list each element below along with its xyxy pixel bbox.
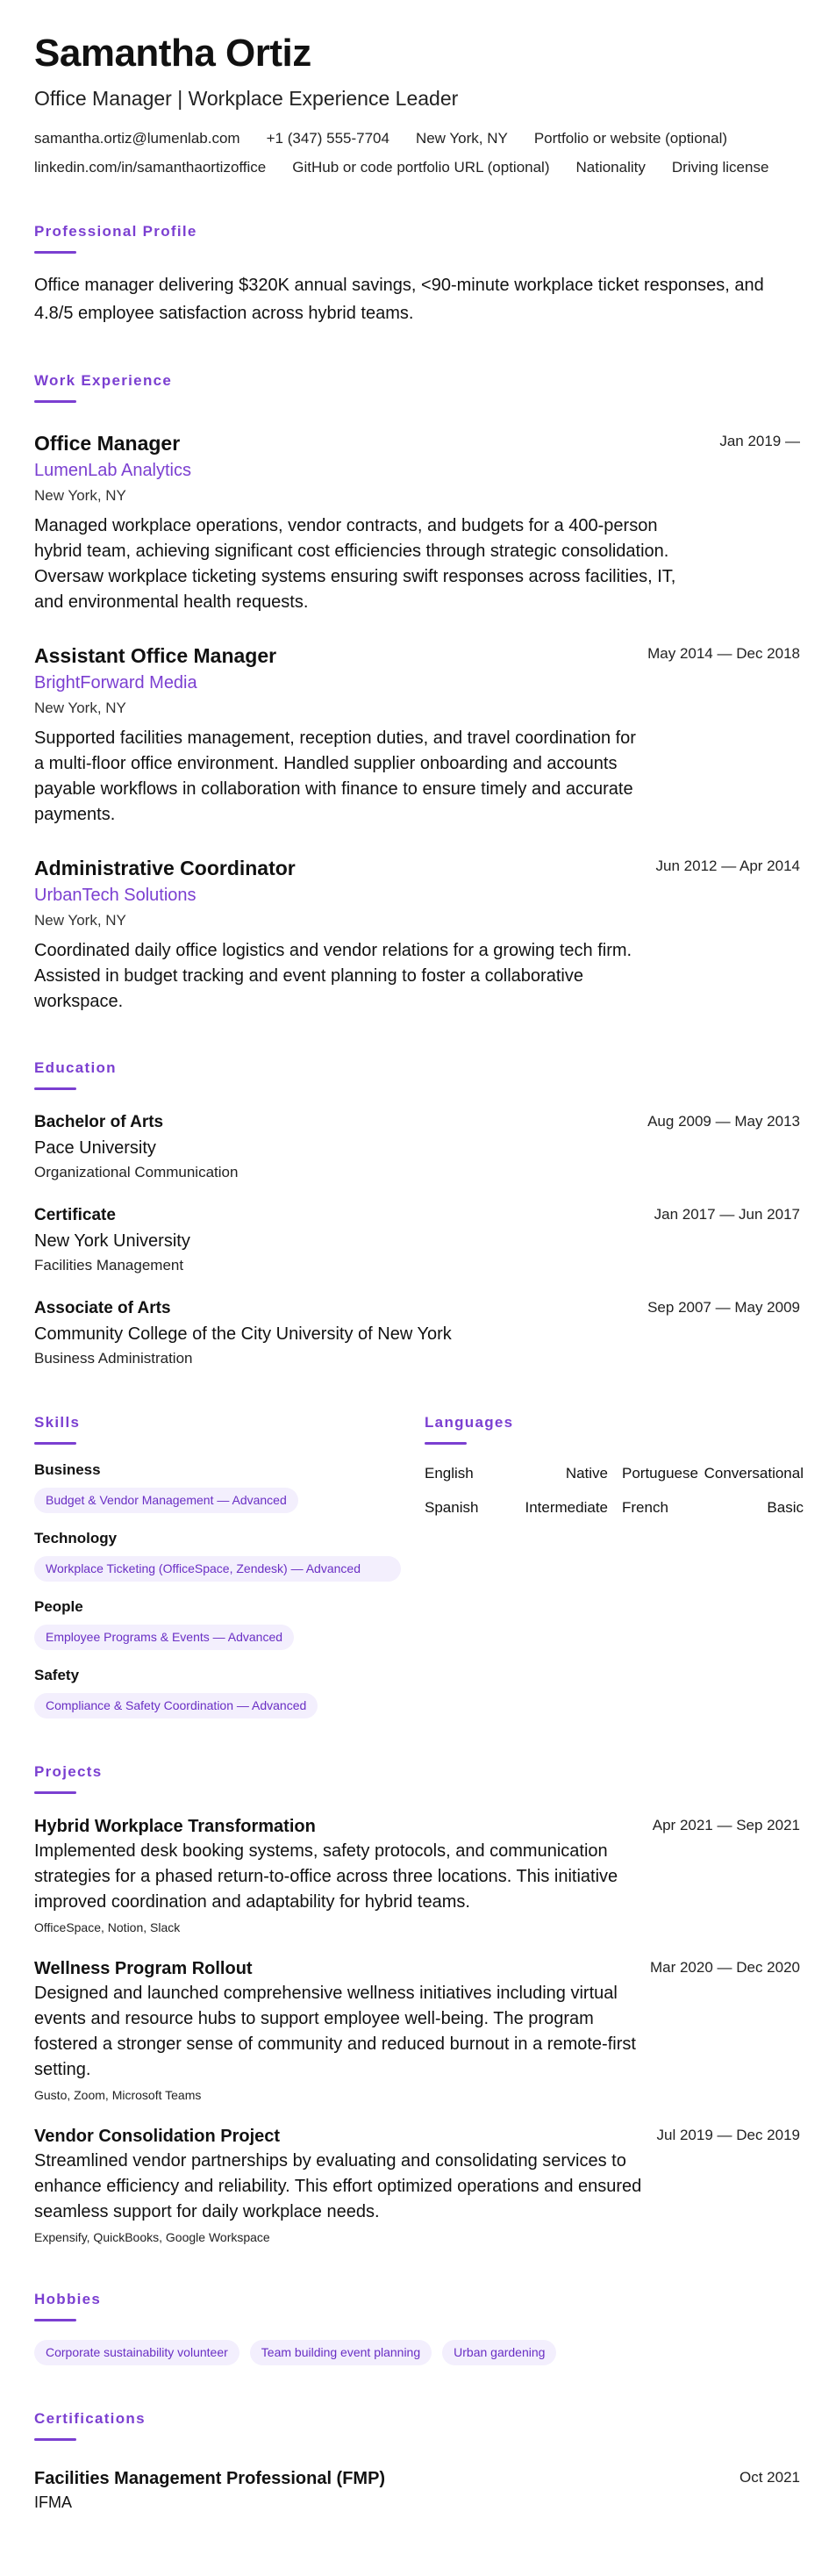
certification-issuer: IFMA [34,2493,72,2511]
section-title: Languages [425,1414,514,1431]
hobbies-list [34,2332,802,2365]
certification-entry [34,2467,802,2513]
education-entry [34,1297,802,1369]
profile-summary: Office manager delivering $320K annual savings, <90-minute workplace ticket responses, and 4.8/5 employee satisfaction across hybrid teams. [34,276,764,323]
job-title: Administrative Coordinator [34,857,296,879]
education-degree: Certificate [34,1206,116,1224]
language-level: Basic [767,1499,804,1516]
education-dates: Aug 2009 — May 2013 [647,1113,800,1130]
skills-section [34,1413,425,1719]
education-field: Facilities Management [34,1257,184,1274]
section-divider [425,1442,467,1445]
project-description: Streamlined vendor partnerships by evaluating and consolidating services to enhance efficiency and reliability. This effort optimized operations and ensured seamless support for daily workplace needs. [34,2151,642,2221]
contact-email: samantha.ortiz@lumenlab.com [34,130,240,147]
section-title: Work Experience [34,372,173,389]
project-dates: Mar 2020 — Dec 2020 [649,1959,800,1976]
education-field: Business Administration [34,1350,193,1367]
education-section [34,1058,802,1369]
project-dates: Apr 2021 — Sep 2021 [652,1817,800,1833]
job-dates: Jun 2012 — Apr 2014 [655,857,800,874]
skill-category: Business [34,1461,101,1478]
hobby-pill: Corporate sustainability volunteer [34,2340,239,2365]
skill-group [34,1597,425,1650]
project-entry [34,1815,802,1936]
profile-section [34,222,802,327]
job-dates: Jan 2019 — [719,433,800,449]
contact-linkedin: linkedin.com/in/samanthaortizoffice [34,159,267,176]
certifications-section [34,2409,802,2513]
skill-pill: Budget & Vendor Management — Advanced [34,1488,298,1513]
resume-header [34,33,802,178]
job-entry [34,431,802,615]
project-dates: Jul 2019 — Dec 2019 [656,2127,800,2143]
education-school: Pace University [34,1138,156,1158]
candidate-headline: Office Manager | Workplace Experience Leader [34,87,459,110]
project-title: Vendor Consolidation Project [34,2127,281,2146]
contact-github: GitHub or code portfolio URL (optional) [292,159,550,176]
skill-category: People [34,1598,83,1615]
job-location: New York, NY [34,912,126,929]
job-company: BrightForward Media [34,673,197,692]
skill-category: Technology [34,1530,118,1546]
job-location: New York, NY [34,487,126,504]
education-entry [34,1204,802,1276]
hobby-pill: Team building event planning [250,2340,432,2365]
job-description: Coordinated daily office logistics and vendor relations for a growing tech firm. Assisted in budget tracking and event planning to foster a collaborative workspace. [34,941,632,1011]
languages-grid [425,1464,802,1518]
language-level: Native [565,1465,608,1482]
project-title: Hybrid Workplace Transformation [34,1817,316,1836]
skills-languages-row [34,1413,802,1719]
section-title: Skills [34,1414,81,1431]
project-entry [34,1957,802,2104]
section-divider [34,251,76,254]
skill-pill: Workplace Ticketing (OfficeSpace, Zendesk) — Advanced [34,1556,401,1582]
language-level: Intermediate [525,1499,608,1516]
skill-group [34,1529,425,1582]
contact-driving-license: Driving license [671,159,769,176]
hobby-pill: Urban gardening [442,2340,556,2365]
project-title: Wellness Program Rollout [34,1959,253,1978]
job-title: Office Manager [34,432,181,455]
education-degree: Associate of Arts [34,1299,171,1317]
language-name: English [425,1465,474,1482]
education-field: Organizational Communication [34,1164,239,1180]
education-dates: Jan 2017 — Jun 2017 [654,1206,800,1223]
job-company: LumenLab Analytics [34,461,192,480]
skill-pill: Compliance & Safety Coordination — Advanced [34,1693,318,1719]
project-tech: Expensify, QuickBooks, Google Workspace [34,2230,270,2244]
language-name: Spanish [425,1499,479,1516]
section-divider [34,1791,76,1794]
education-dates: Sep 2007 — May 2009 [647,1299,800,1316]
section-divider [34,2438,76,2441]
languages-section [425,1413,802,1719]
language-name: Portuguese [622,1465,698,1482]
job-entry [34,643,802,828]
section-divider [34,1442,76,1445]
candidate-name: Samantha Ortiz [34,32,311,75]
section-title: Education [34,1059,117,1076]
skill-group [34,1460,425,1513]
job-description: Supported facilities management, reception duties, and travel coordination for a multi-floor office environment. Handled supplier onboarding and accounts payable workflows in collaboration with finance to ensure timely and accurate payments. [34,728,636,824]
language-level: Conversational [704,1465,804,1482]
section-title: Professional Profile [34,223,197,240]
contact-phone: +1 (347) 555-7704 [266,130,389,147]
language-name: French [622,1499,668,1516]
job-location: New York, NY [34,700,126,716]
contact-nationality: Nationality [575,159,646,176]
section-divider [34,2319,76,2321]
certification-title: Facilities Management Professional (FMP) [34,2469,386,2488]
experience-section [34,371,802,1015]
project-description: Designed and launched comprehensive wellness initiatives including virtual events and resource hubs to support employee well-being. The program fostered a stronger sense of community and reduced burnout in a remote-first setting. [34,1984,636,2079]
section-divider [34,400,76,403]
skill-category: Safety [34,1667,80,1683]
certification-date: Oct 2021 [740,2469,800,2486]
contact-portfolio: Portfolio or website (optional) [533,130,728,147]
section-title: Hobbies [34,2291,102,2307]
education-entry [34,1111,802,1183]
section-title: Certifications [34,2410,146,2427]
projects-section [34,1762,802,2246]
project-entry [34,2125,802,2246]
hobbies-section [34,2290,802,2365]
job-title: Assistant Office Manager [34,644,277,667]
skill-group [34,1666,425,1719]
education-school: New York University [34,1231,190,1251]
job-company: UrbanTech Solutions [34,886,196,905]
contact-location: New York, NY [415,130,508,147]
job-dates: May 2014 — Dec 2018 [647,645,800,662]
project-description: Implemented desk booking systems, safety protocols, and communication strategies for a phased return-to-office across three locations. This initiative improved coordination and adaptability for hybrid teams. [34,1841,618,1912]
skill-pill: Employee Programs & Events — Advanced [34,1625,294,1650]
section-divider [34,1087,76,1090]
contact-list [34,128,806,178]
project-tech: OfficeSpace, Notion, Slack [34,1920,181,1934]
job-description: Managed workplace operations, vendor contracts, and budgets for a 400-person hybrid team, achieving significant cost efficiencies through strategic consolidation. Oversaw workplace ticketing systems ensuring swift responses across facilities, IT, and environmental health requests. [34,516,676,612]
project-tech: Gusto, Zoom, Microsoft Teams [34,2088,202,2102]
education-school: Community College of the City University of New York [34,1324,452,1344]
job-entry [34,856,802,1015]
section-title: Projects [34,1763,103,1780]
education-degree: Bachelor of Arts [34,1113,164,1131]
